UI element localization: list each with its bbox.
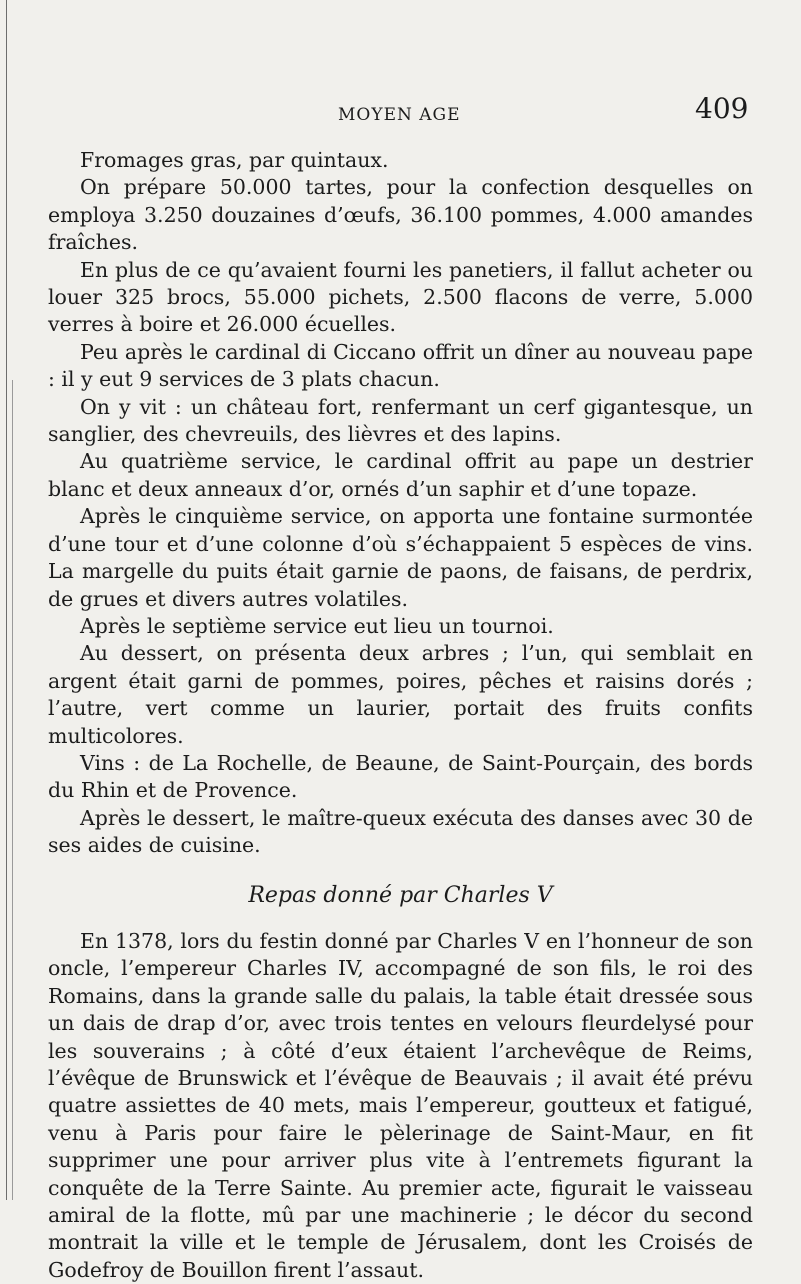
paragraph: Après le cinquième service, on apporta une fontaine surmontée d’une tour et d’une colonne d’où s’échappaient 5 espèces de vins. La margelle du puits était garnie de paons, de faisans, de perdrix, de grues et divers autres volatiles. <box>48 504 753 611</box>
body-text <box>48 147 753 1284</box>
page-header <box>0 84 801 124</box>
section-title: Repas donné par Charles V <box>248 882 553 908</box>
paragraph: Après le dessert, le maître-queux exécuta des danses avec 30 de ses aides de cuisine. <box>48 805 753 858</box>
paragraph: Au dessert, on présenta deux arbres ; l’un, qui semblait en argent était garni de pommes, poires, pêches et raisins dorés ; l’autre, vert comme un laurier, portait des fruits confits multicolores. <box>48 641 753 748</box>
paragraph: Au quatrième service, le cardinal offrit au pape un destrier blanc et deux anneaux d’or, ornés d’un saphir et d’une topaze. <box>48 449 753 501</box>
page-number: 409 <box>695 92 749 125</box>
paragraph: Fromages gras, par quintaux. <box>80 148 389 172</box>
paragraph: On y vit : un château fort, renfermant un cerf gigantesque, un sanglier, des chevreuils, des lièvres et des lapins. <box>48 394 753 447</box>
paragraph: Vins : de La Rochelle, de Beaune, de Saint-Pourçain, des bords du Rhin et de Provence. <box>48 750 753 803</box>
paragraph: En 1378, lors du festin donné par Charles V en l’honneur de son oncle, l’empereur Charles IV, accompagné de son fils, le roi des Romains, dans la grande salle du palais, la table était dressée sous un dais de drap d’or, avec trois tentes en velours fleurdelysé pour les souverains ; à côté d’eux étaient l’archevêque de Reims, l’évêque de Brunswick et l’évêque de Beauvais ; il avait été prévu quatre assiettes de 40 mets, mais l’empereur, goutteux et fatigué, venu à Paris pour faire le pèlerinage de Saint-Maur, en fit supprimer une pour arriver plus vite à l’entremets figurant la conquête de la Terre Sainte. Au premier acte, figurait le vaisseau amiral de la flotte, mû par une machinerie ; le décor du second montrait la ville et le temple de Jérusalem, dont les Croisés de Godefroy de Bouillon firent l’assaut. <box>48 928 753 1282</box>
running-head: MOYEN AGE <box>338 105 461 125</box>
binding-edge-line <box>6 0 7 1200</box>
paragraph: Peu après le cardinal di Ciccano offrit un dîner au nouveau pape : il y eut 9 services de 3 plats chacun. <box>48 339 753 392</box>
paragraph: En plus de ce qu’avaient fourni les panetiers, il fallut acheter ou louer 325 brocs, 55.000 pichets, 2.500 flacons de verre, 5.000 verres à boire et 26.000 écuelles. <box>48 257 753 337</box>
binding-edge-shadow <box>12 380 13 1200</box>
paragraph: On prépare 50.000 tartes, pour la confection desquelles on employa 3.250 douzaines d’œufs, 36.100 pommes, 4.000 amandes fraîches. <box>48 175 753 255</box>
paragraph: Après le septième service eut lieu un tournoi. <box>80 613 554 638</box>
